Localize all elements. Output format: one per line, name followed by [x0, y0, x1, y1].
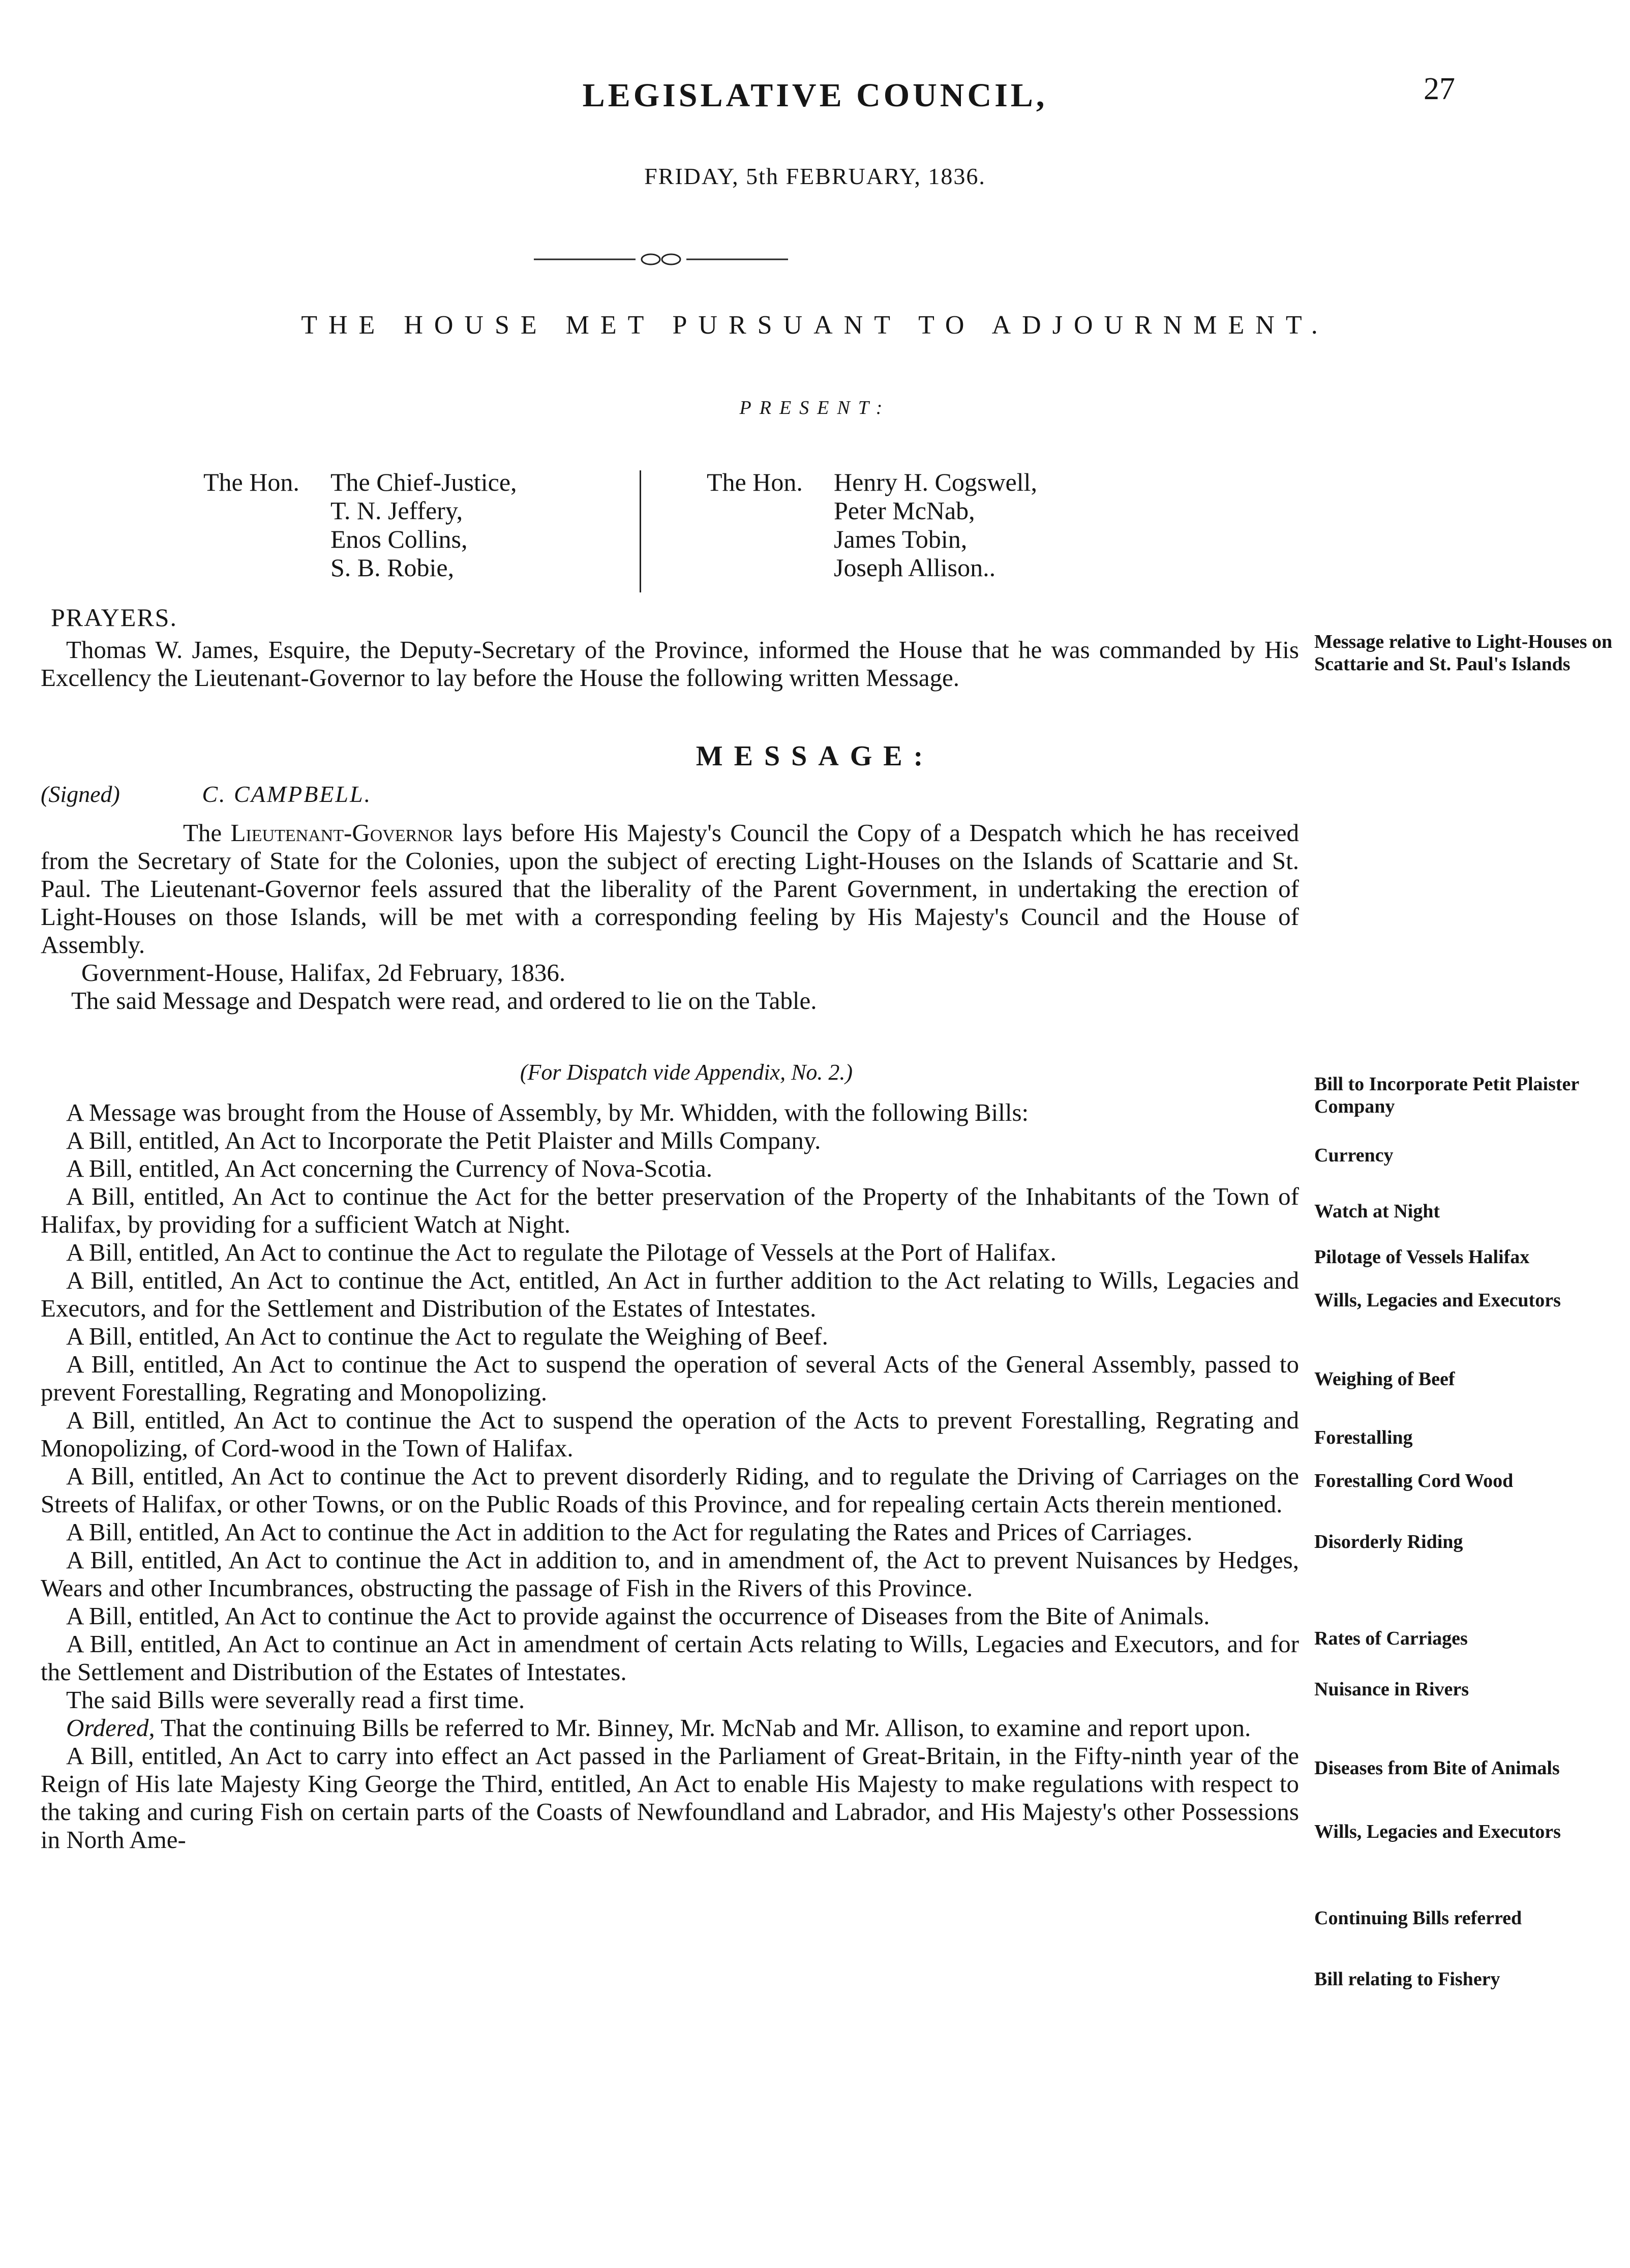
margin-note: Wills, Legacies and Executors — [1314, 1290, 1561, 1311]
bill-paragraph: A Bill, entitled, An Act to continue the Act to regulate the Weighing of Beef. — [66, 1322, 828, 1350]
signature-line — [41, 781, 372, 808]
margin-note: Message relative to Light-Houses on Scattarie and St. Paul's Islands — [1314, 631, 1613, 675]
intro-paragraph — [41, 636, 1299, 692]
prayers-heading: PRAYERS. — [51, 603, 177, 632]
appendix-reference: (For Dispatch vide Appendix, No. 2.) — [520, 1060, 853, 1085]
ordered-lead: Ordered, — [66, 1714, 155, 1742]
ordered-text: That the continuing Bills be referred to Mr. Binney, Mr. McNab and Mr. Allison, to examine and report upon. — [155, 1714, 1251, 1742]
bills-section — [41, 1098, 1299, 1854]
session-date: FRIDAY, 5th FEBRUARY, 1836. — [644, 163, 986, 189]
signed-name: C. CAMPBELL. — [202, 781, 372, 807]
bill-paragraph: A Bill, entitled, An Act to continue the Act for the better preservation of the Property of the Inhabitants of the Town of Halifax, by providing for a sufficient Watch at Night. — [41, 1182, 1299, 1238]
margin-note: Diseases from Bite of Animals — [1314, 1757, 1560, 1779]
bill-paragraph: The said Bills were severally read a first time. — [66, 1686, 525, 1714]
bill-paragraph: A Bill, entitled, An Act to continue the Act to suspend the operation of the Acts to prevent Forestalling, Regrating and Monopolizing, of Cord-wood in the Town of Halifax. — [41, 1406, 1299, 1462]
bill-paragraph: A Bill, entitled, An Act to continue the Act to regulate the Pilotage of Vessels at the Port of Halifax. — [66, 1238, 1057, 1266]
member-name: James Tobin, — [834, 525, 968, 553]
honorific: The Hon. — [707, 468, 803, 496]
members-divider — [640, 470, 641, 592]
bill-paragraph: A Bill, entitled, An Act concerning the Currency of Nova-Scotia. — [66, 1154, 712, 1182]
message-title: Lieutenant-Governor — [230, 819, 454, 847]
member-name: S. B. Robie, — [330, 553, 455, 582]
margin-note: Continuing Bills referred — [1314, 1907, 1522, 1929]
present-heading: PRESENT: — [739, 397, 891, 419]
page-title: LEGISLATIVE COUNCIL, — [582, 77, 1048, 114]
message-lead: The — [183, 819, 231, 847]
margin-note: Forestalling Cord Wood — [1314, 1470, 1514, 1491]
bill-paragraph: A Message was brought from the House of Assembly, by Mr. Whidden, with the following Bills: — [66, 1098, 1029, 1126]
message-body — [41, 819, 1299, 1014]
bill-paragraph: A Bill, entitled, An Act to continue an Act in amendment of certain Acts relating to Wills, Legacies and Executors, and for the Settlement and Distribution of the Estates of Intestates. — [41, 1630, 1299, 1686]
bill-paragraph: A Bill, entitled, An Act to continue the Act to prevent disorderly Riding, and to regulate the Driving of Carriages on the Streets of Halifax, or other Towns, or on the Public Roads of this Province, and for repealing certain Acts therein mentioned. — [41, 1462, 1299, 1518]
member-name: Joseph Allison.. — [834, 553, 996, 582]
intro-text: Thomas W. James, Esquire, the Deputy-Secretary of the Province, informed the House that he was commanded by His Excellency the Lieutenant-Governor to lay before the House the following written Message. — [41, 636, 1299, 692]
bill-paragraph: A Bill, entitled, An Act to continue the Act, entitled, An Act in further addition to the Act relating to Wills, Legacies and Executors, and for the Settlement and Distribution of the Estates of Intestates. — [41, 1266, 1299, 1322]
ordered-paragraph — [41, 1714, 1299, 1742]
margin-note: Currency — [1314, 1145, 1394, 1166]
margin-note: Wills, Legacies and Executors — [1314, 1821, 1561, 1842]
member-name: T. N. Jeffery, — [330, 496, 463, 525]
margin-note: Watch at Night — [1314, 1201, 1440, 1222]
bill-paragraph: A Bill, entitled, An Act to Incorporate the Petit Plaister and Mills Company. — [66, 1126, 821, 1154]
margin-note: Nuisance in Rivers — [1314, 1679, 1469, 1700]
honorific: The Hon. — [203, 468, 299, 496]
message-text: lays before His Majesty's Council the Copy of a Despatch which he has received from the Secretary of State for the Colonies, upon the subject of erecting Light-Houses on the Islands of Scattarie and St. Paul. The Lieutenant-Governor feels assured that the liberality of the Parent Government, in undertaking the erection of Light-Houses on those Islands, will be met with a corresponding feeling by His Majesty's Council and the House of Assembly. — [41, 819, 1299, 959]
message-place-date: Government-House, Halifax, 2d February, 1836. — [81, 959, 566, 987]
page-number: 27 — [1424, 72, 1455, 106]
margin-note: Rates of Carriages — [1314, 1628, 1468, 1649]
message-heading: MESSAGE: — [696, 740, 934, 772]
member-name: Enos Collins, — [330, 525, 468, 553]
members-right-column — [707, 468, 1037, 582]
member-name: The Chief-Justice, — [330, 468, 517, 496]
member-name: Peter McNab, — [834, 496, 975, 525]
margin-note: Pilotage of Vessels Halifax — [1314, 1246, 1530, 1268]
margin-note: Disorderly Riding — [1314, 1531, 1463, 1553]
margin-note: Weighing of Beef — [1314, 1368, 1455, 1390]
bill-paragraph: A Bill, entitled, An Act to continue the Act to suspend the operation of several Acts of the General Assembly, passed to prevent Forestalling, Regrating and Monopolizing. — [41, 1350, 1299, 1406]
member-row — [203, 468, 517, 496]
bill-paragraph: A Bill, entitled, An Act to continue the Act in addition to, and in amendment of, the Act to prevent Nuisances by Hedges, Wears and other Incumbrances, obstructing the passage of Fish in the Rivers of this Province. — [41, 1546, 1299, 1602]
margin-note: Bill to Incorporate Petit Plaister Company — [1314, 1073, 1579, 1117]
house-met-heading: THE HOUSE MET PURSUANT TO ADJOURNMENT. — [301, 311, 1329, 340]
signed-label: (Signed) — [41, 781, 120, 807]
members-left-column — [203, 468, 517, 582]
message-read-line: The said Message and Despatch were read, and ordered to lie on the Table. — [71, 987, 817, 1014]
bill-paragraph: A Bill, entitled, An Act to continue the Act to provide against the occurrence of Diseases from the Bite of Animals. — [66, 1602, 1210, 1630]
member-name: Henry H. Cogswell, — [834, 468, 1037, 496]
margin-note: Forestalling — [1314, 1427, 1413, 1448]
member-row — [707, 468, 1037, 496]
bill-paragraph: A Bill, entitled, An Act to carry into effect an Act passed in the Parliament of Great-Britain, in the Fifty-ninth year of the Reign of His late Majesty King George the Third, entitled, An Act to enable His Majesty to make regulations with respect to the taking and curing Fish on certain parts of the Coasts of Newfoundland and Labrador, and His Majesty's other Possessions in North Ame- — [41, 1742, 1299, 1854]
ornament-divider — [534, 249, 788, 270]
bill-paragraph: A Bill, entitled, An Act to continue the Act in addition to the Act for regulating the Rates and Prices of Carriages. — [66, 1518, 1193, 1546]
message-paragraph — [41, 819, 1299, 959]
margin-note: Bill relating to Fishery — [1314, 1968, 1500, 1990]
